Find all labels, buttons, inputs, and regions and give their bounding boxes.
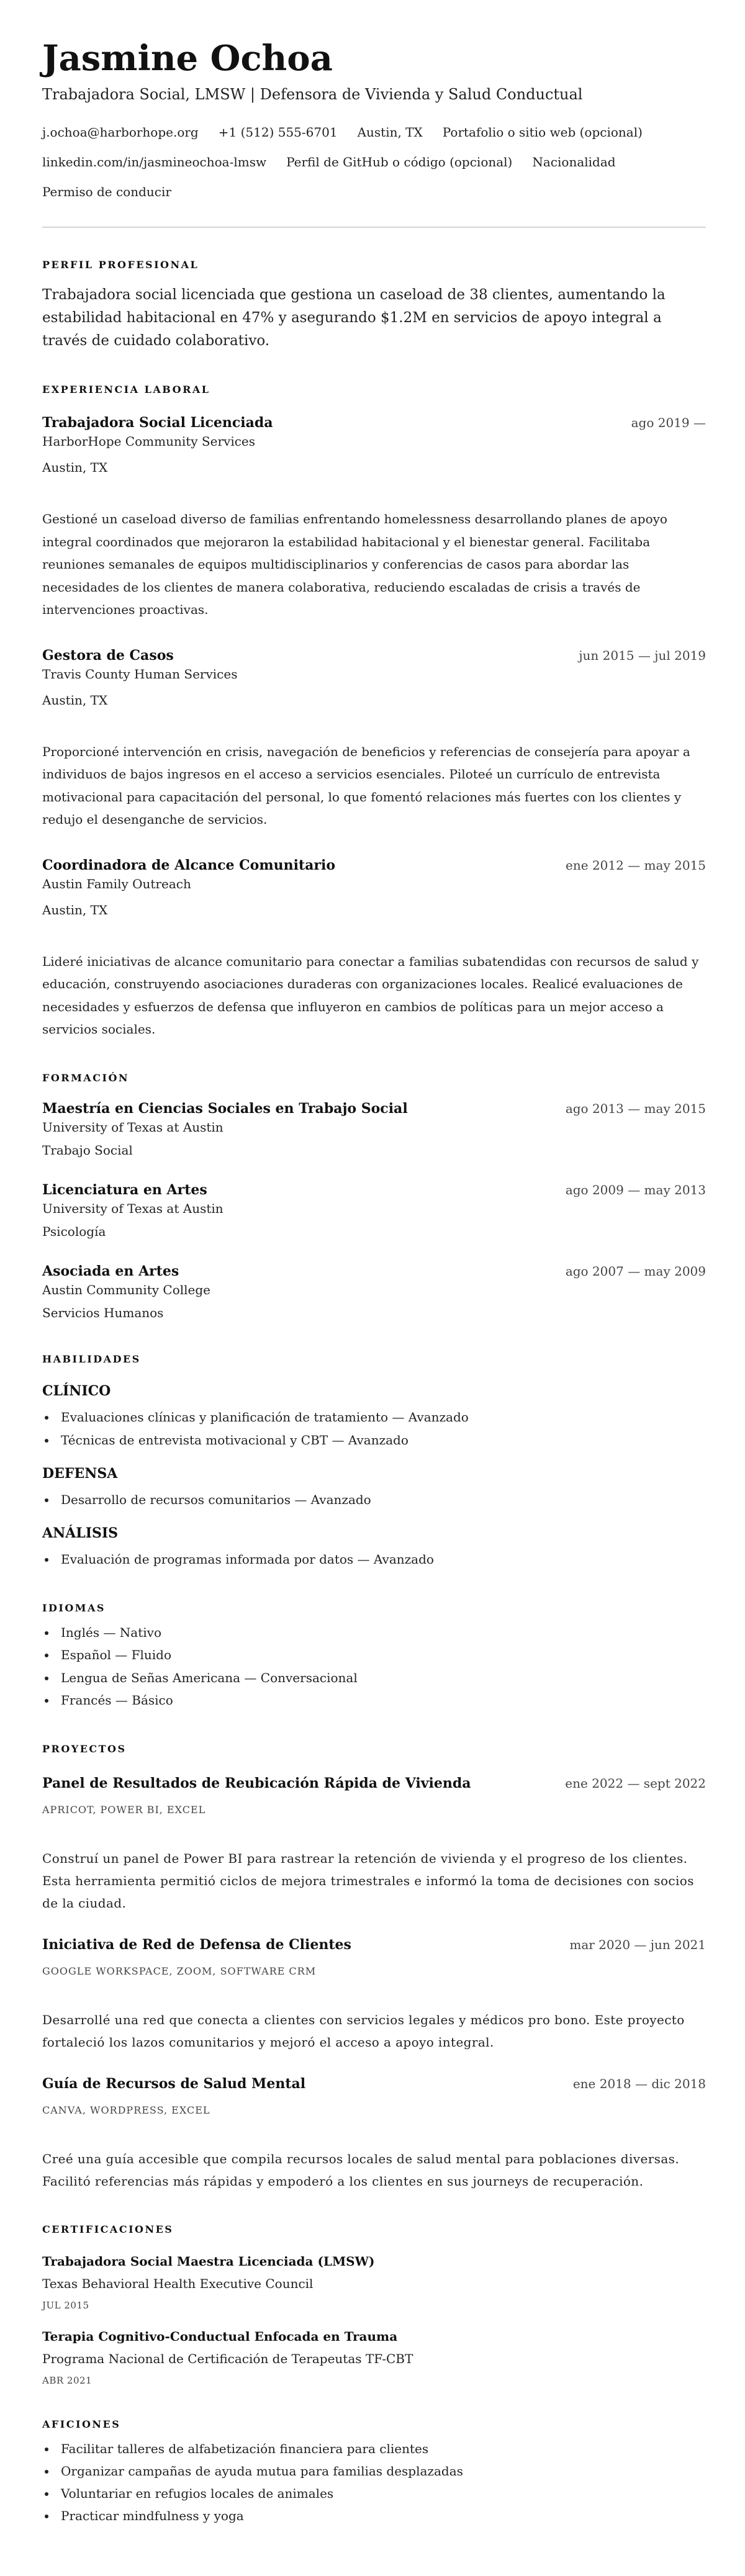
- project-tech: GOOGLE WORKSPACE, ZOOM, SOFTWARE CRM: [42, 1965, 317, 1977]
- section-heading: EXPERIENCIA LABORAL: [42, 384, 210, 395]
- hobbies-section: [42, 2417, 706, 2527]
- languages-section: [42, 1601, 706, 1712]
- degree-dates: ago 2013 — may 2015: [565, 1101, 706, 1116]
- project-entry: [42, 1935, 706, 2053]
- language-item: Francés — Básico: [42, 1689, 706, 1712]
- job-title: Coordinadora de Alcance Comunitario: [42, 857, 336, 873]
- contact-location: Austin, TX: [357, 125, 423, 140]
- project-tech: CANVA, WORDPRESS, EXCEL: [42, 2104, 210, 2116]
- certifications-section: [42, 2222, 706, 2387]
- project-description: Desarrollé una red que conecta a clientes con servicios legales y médicos pro bono. Este proyecto fortaleció los lazos comunitarios y mejoró el acceso a apoyo integral.: [42, 2012, 685, 2050]
- certification-issuer: Programa Nacional de Certificación de Terapeutas TF-CBT: [42, 2351, 413, 2366]
- contact-portfolio[interactable]: Portafolio o sitio web (opcional): [442, 125, 643, 140]
- education-entry: [42, 1181, 706, 1241]
- language-item: Español — Fluido: [42, 1644, 706, 1667]
- skill-item: Desarrollo de recursos comunitarios — Avanzado: [42, 1488, 706, 1511]
- job-dates: jun 2015 — jul 2019: [579, 647, 706, 663]
- candidate-headline: Trabajadora Social, LMSW | Defensora de Vivienda y Salud Conductual: [42, 86, 583, 103]
- hobby-item: Organizar campañas de ayuda mutua para familias desplazadas: [42, 2460, 706, 2482]
- skill-list: [42, 1488, 706, 1511]
- job-entry: [42, 413, 706, 621]
- summary-text: Trabajadora social licenciada que gestiona un caseload de 38 clientes, aumentando la estabilidad habitacional en 47% y asegurando $1.2M en servicios de apoyo integral a través de cuidado colaborativo.: [42, 287, 666, 349]
- job-location: Austin, TX: [42, 902, 108, 917]
- job-company: Travis County Human Services: [42, 666, 238, 682]
- hobby-list: [42, 2438, 706, 2527]
- certification-entry: [42, 2328, 706, 2387]
- certification-entry: [42, 2253, 706, 2312]
- institution: Austin Community College: [42, 1282, 210, 1297]
- field-of-study: Trabajo Social: [42, 1142, 133, 1158]
- education-entry: [42, 1262, 706, 1322]
- project-tech: APRICOT, POWER BI, EXCEL: [42, 1803, 206, 1816]
- job-description: Lideré iniciativas de alcance comunitario para conectar a familias subatendidas con recursos de salud y educación, construyendo asociaciones duraderas con organizaciones locales. Realicé evaluaciones de necesidades y esfuerzos de defensa que influyeron en cambios de políticas para un mejor acceso a servicios sociales.: [42, 953, 699, 1037]
- contact-email[interactable]: j.ochoa@harborhope.org: [42, 125, 199, 140]
- education-section: [42, 1071, 706, 1322]
- job-dates: ene 2012 — may 2015: [566, 857, 706, 873]
- job-dates: ago 2019 —: [631, 415, 706, 430]
- degree-dates: ago 2007 — may 2009: [565, 1263, 706, 1279]
- section-heading: IDIOMAS: [42, 1601, 106, 1614]
- skills-section: [42, 1352, 706, 1571]
- section-heading: CERTIFICACIONES: [42, 2223, 174, 2235]
- header-divider: [42, 227, 706, 228]
- skill-category: ANÁLISIS: [42, 1524, 119, 1541]
- hobby-item: Voluntariar en refugios locales de animales: [42, 2482, 706, 2505]
- section-heading: AFICIONES: [42, 2418, 121, 2430]
- job-company: HarborHope Community Services: [42, 434, 256, 449]
- section-heading: HABILIDADES: [42, 1353, 141, 1365]
- certification-date: ABR 2021: [42, 2374, 93, 2386]
- project-title: Guía de Recursos de Salud Mental: [42, 2075, 306, 2092]
- project-dates: mar 2020 — jun 2021: [569, 1937, 706, 1952]
- degree-title: Licenciatura en Artes: [42, 1181, 207, 1198]
- project-title: Iniciativa de Red de Defensa de Clientes: [42, 1936, 351, 1953]
- language-item: Inglés — Nativo: [42, 1621, 706, 1644]
- skill-item: Técnicas de entrevista motivacional y CBT — Avanzado: [42, 1429, 706, 1452]
- degree-dates: ago 2009 — may 2013: [565, 1182, 706, 1197]
- contact-list: [42, 117, 706, 207]
- project-title: Panel de Resultados de Reubicación Rápida de Vivienda: [42, 1775, 471, 1791]
- field-of-study: Psicología: [42, 1223, 106, 1239]
- contact-nationality: Nacionalidad: [532, 155, 616, 169]
- section-heading: FORMACIÓN: [42, 1071, 129, 1084]
- section-heading: PROYECTOS: [42, 1742, 127, 1755]
- degree-title: Maestría en Ciencias Sociales en Trabajo Social: [42, 1100, 408, 1117]
- skill-category: CLÍNICO: [42, 1382, 111, 1399]
- project-description: Creé una guía accesible que compila recursos locales de salud mental para poblaciones diversas. Facilitó referencias más rápidas y empoderó a los clientes en sus journeys de recuperación.: [42, 2151, 680, 2189]
- job-location: Austin, TX: [42, 692, 108, 708]
- certification-date: JUL 2015: [42, 2299, 89, 2311]
- degree-title: Asociada en Artes: [42, 1263, 179, 1279]
- skill-list: [42, 1548, 706, 1571]
- institution: University of Texas at Austin: [42, 1119, 224, 1135]
- job-title: Trabajadora Social Licenciada: [42, 415, 273, 431]
- section-heading: PERFIL PROFESIONAL: [42, 259, 199, 271]
- certification-title: Terapia Cognitivo-Conductual Enfocada en Trauma: [42, 2328, 398, 2344]
- project-entry: [42, 1774, 706, 1914]
- field-of-study: Servicios Humanos: [42, 1305, 164, 1320]
- skill-item: Evaluación de programas informada por datos — Avanzado: [42, 1548, 706, 1571]
- job-description: Proporcioné intervención en crisis, navegación de beneficios y referencias de consejería para apoyar a individuos de bajos ingresos en el acceso a servicios esenciales. Piloteé un currículo de entrevista motivacional para capacitación del personal, lo que fomentó relaciones más fuertes con los clientes y redujo el desenganche de servicios.: [42, 744, 690, 827]
- certification-title: Trabajadora Social Maestra Licenciada (LMSW): [42, 2253, 375, 2269]
- projects-section: [42, 1742, 706, 2192]
- contact-github[interactable]: Perfil de GitHub o código (opcional): [286, 155, 513, 169]
- language-item: Lengua de Señas Americana — Conversacional: [42, 1667, 706, 1690]
- project-entry: [42, 2074, 706, 2192]
- job-description: Gestioné un caseload diverso de familias enfrentando homelessness desarrollando planes de apoyo integral coordinados que mejoraron la estabilidad habitacional y el bienestar general. Facilitaba reuniones semanales de equipos multidisciplinarios y conferencias de casos para abordar las necesidades de los clientes de manera colaborativa, reduciendo escaladas de crisis a través de intervenciones proactivas.: [42, 511, 667, 617]
- project-description: Construí un panel de Power BI para rastrear la retención de vivienda y el progreso de los clientes. Esta herramienta permitió ciclos de mejora trimestrales e informó la toma de decisiones con socios de la ciudad.: [42, 1850, 694, 1911]
- skill-item: Evaluaciones clínicas y planificación de tratamiento — Avanzado: [42, 1406, 706, 1429]
- summary-section: [42, 258, 706, 353]
- institution: University of Texas at Austin: [42, 1200, 224, 1216]
- education-entry: [42, 1099, 706, 1160]
- skill-list: [42, 1406, 706, 1452]
- project-dates: ene 2022 — sept 2022: [565, 1775, 706, 1791]
- job-entry: [42, 856, 706, 1041]
- contact-phone[interactable]: +1 (512) 555-6701: [218, 125, 338, 140]
- resume-header: [42, 38, 706, 207]
- skill-category: DEFENSA: [42, 1465, 118, 1482]
- job-location: Austin, TX: [42, 460, 108, 475]
- job-title: Gestora de Casos: [42, 647, 174, 664]
- hobby-item: Facilitar talleres de alfabetización financiera para clientes: [42, 2438, 706, 2460]
- candidate-name: Jasmine Ochoa: [42, 38, 333, 79]
- experience-section: [42, 382, 706, 1041]
- job-company: Austin Family Outreach: [42, 876, 191, 891]
- contact-driving-license: Permiso de conducir: [42, 184, 171, 199]
- contact-linkedin[interactable]: linkedin.com/in/jasmineochoa-lmsw: [42, 155, 267, 169]
- hobby-item: Practicar mindfulness y yoga: [42, 2505, 706, 2527]
- language-list: [42, 1621, 706, 1712]
- job-entry: [42, 646, 706, 831]
- certification-issuer: Texas Behavioral Health Executive Council: [42, 2276, 314, 2291]
- project-dates: ene 2018 — dic 2018: [572, 2076, 706, 2091]
